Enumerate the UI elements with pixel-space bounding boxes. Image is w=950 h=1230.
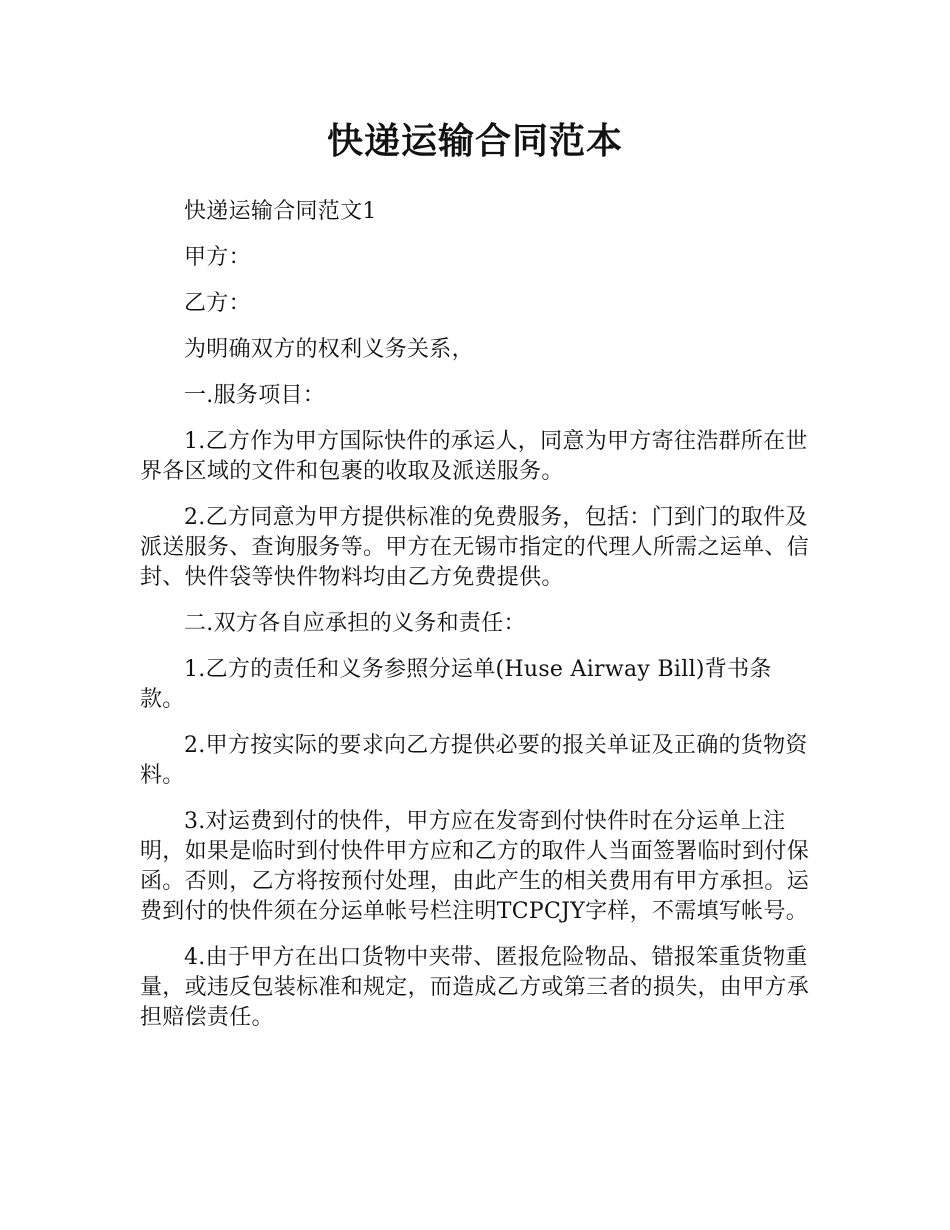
paragraph-obligation-3: 3.对运费到付的快件，甲方应在发寄到付快件时在分运单上注明，如果是临时到付快件甲方应和乙方的取件人当面签署临时到付保函。否则，乙方将按预付处理，由此产生的相关费用有甲方承担。运费到付的快件须在分运单帐号栏注明TCPCJY字样，不需填写帐号。	[140, 809, 810, 924]
paragraph-heading: 快递运输合同范文1	[184, 199, 377, 224]
section-heading-obligations: 二.双方各自应承担的义务和责任：	[184, 611, 526, 636]
paragraph-service-1: 1.乙方作为甲方国际快件的承运人，同意为甲方寄往浩群所在世界各区域的文件和包裹的收取及派送服务。	[140, 429, 808, 484]
paragraph-party-b: 乙方：	[184, 291, 251, 316]
paragraph-service-2: 2.乙方同意为甲方提供标准的免费服务，包括：门到门的取件及派送服务、查询服务等。甲方在无锡市指定的代理人所需之运单、信封、快件袋等快件物料均由乙方免费提供。	[140, 505, 810, 590]
paragraph-obligation-2: 2.甲方按实际的要求向乙方提供必要的报关单证及正确的货物资料。	[140, 733, 808, 788]
paragraph-party-a: 甲方：	[184, 245, 251, 270]
paragraph-purpose: 为明确双方的权利义务关系，	[184, 337, 474, 362]
section-heading-services: 一.服务项目：	[184, 383, 326, 408]
paragraph-obligation-1: 1.乙方的责任和义务参照分运单(Huse Airway Bill)背书条款。	[140, 657, 772, 712]
paragraph-obligation-4: 4.由于甲方在出口货物中夹带、匿报危险物品、错报笨重货物重量，或违反包装标准和规定，而造成乙方或第三者的损失，由甲方承担赔偿责任。	[140, 945, 810, 1030]
document-title: 快递运输合同范本	[326, 121, 623, 162]
document-body	[140, 197, 812, 1049]
